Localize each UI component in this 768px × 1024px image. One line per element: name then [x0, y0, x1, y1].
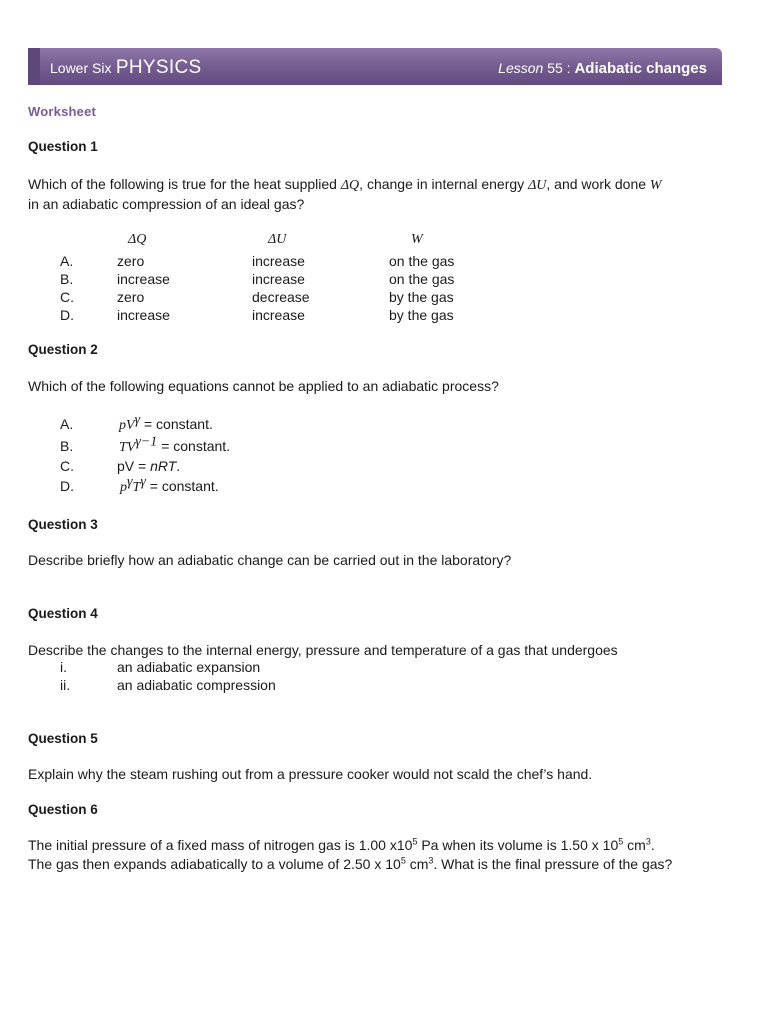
- option-w: on the gas: [389, 253, 455, 269]
- col-header-du: ΔU: [268, 232, 287, 247]
- option-expression: [119, 412, 213, 434]
- option-letter: C.: [60, 458, 74, 474]
- q6-text-part: Pa when its volume is 1.50 x 10: [417, 837, 619, 853]
- item-text: an adiabatic compression: [117, 677, 276, 693]
- question-6-line2: [28, 855, 672, 874]
- expr-rest: = constant.: [140, 416, 213, 432]
- item-number: i.: [60, 659, 67, 675]
- q6-text-part: cm: [623, 837, 646, 853]
- option-du: increase: [252, 271, 305, 287]
- expr-base: T: [132, 480, 141, 495]
- option-w: on the gas: [389, 271, 455, 287]
- expr-base: TV: [119, 440, 136, 455]
- exponent: 5: [618, 836, 624, 847]
- question-1-text-line1: [28, 175, 662, 195]
- col-header-w: W: [411, 232, 423, 247]
- lesson-title-block: [498, 60, 707, 77]
- exponent: 3: [645, 836, 651, 847]
- expr-sup: γ: [127, 474, 133, 490]
- question-1-text-line2: in an adiabatic compression of an ideal gas?: [28, 196, 305, 212]
- option-dq: increase: [117, 307, 170, 323]
- col-header-dq: ΔQ: [128, 232, 147, 247]
- question-2-text: Which of the following equations cannot be applied to an adiabatic process?: [28, 378, 499, 394]
- item-number: ii.: [60, 677, 71, 693]
- option-letter: A.: [60, 416, 74, 432]
- expr-sup: γ: [140, 474, 146, 490]
- exponent: 3: [428, 855, 434, 866]
- question-1-heading: Question 1: [28, 139, 98, 154]
- option-expression: [119, 434, 231, 456]
- option-du: increase: [252, 253, 305, 269]
- w-symbol: W: [649, 178, 662, 193]
- lesson-title: Adiabatic changes: [574, 60, 707, 77]
- lesson-number: 55: [547, 60, 563, 76]
- lesson-word: Lesson: [498, 60, 544, 76]
- question-5-heading: Question 5: [28, 731, 98, 746]
- course-title: [50, 57, 201, 79]
- question-3-heading: Question 3: [28, 517, 98, 532]
- question-3-text: Describe briefly how an adiabatic change can be carried out in the laboratory?: [28, 552, 512, 568]
- expr-italic: nRT: [150, 458, 177, 474]
- option-w: by the gas: [389, 307, 454, 323]
- option-letter: B.: [60, 271, 74, 287]
- option-expression: [120, 474, 219, 496]
- question-6-heading: Question 6: [28, 802, 98, 817]
- option-du: increase: [252, 307, 305, 323]
- option-letter: D.: [60, 307, 74, 323]
- expr-rest: = constant.: [145, 478, 219, 494]
- option-du: decrease: [252, 289, 310, 305]
- question-4-heading: Question 4: [28, 606, 98, 621]
- question-2-heading: Question 2: [28, 342, 98, 357]
- option-dq: zero: [117, 253, 145, 269]
- lesson-separator: :: [566, 60, 571, 76]
- q1-text-part: Which of the following is true for the heat supplied: [28, 176, 337, 192]
- expr-base: pV =: [117, 458, 151, 474]
- delta-u-symbol: ΔU: [528, 178, 547, 193]
- q6-text-part: The initial pressure of a fixed mass of nitrogen gas is 1.00 x10: [28, 837, 413, 853]
- question-6-line1: [28, 836, 655, 855]
- option-letter: C.: [60, 289, 74, 305]
- option-letter: B.: [60, 438, 74, 454]
- option-dq: zero: [117, 289, 145, 305]
- expr-rest: .: [176, 458, 181, 474]
- expr-base: pV: [119, 418, 135, 433]
- question-4-text: Describe the changes to the internal energy, pressure and temperature of a gas that undergoes: [28, 642, 618, 658]
- expr-sup: γ−1: [135, 434, 158, 450]
- q1-text-part: , change in internal energy: [359, 176, 525, 192]
- item-text: an adiabatic expansion: [117, 659, 261, 675]
- q6-text-part: .: [650, 837, 655, 853]
- q6-text-part: cm: [405, 856, 429, 872]
- q1-text-part: , and work done: [546, 176, 647, 192]
- q6-text-part: The gas then expands adiabatically to a volume of 2.50 x 10: [28, 856, 401, 872]
- course-prefix: Lower Six: [50, 60, 112, 76]
- option-w: by the gas: [389, 289, 454, 305]
- worksheet-label: Worksheet: [28, 104, 97, 119]
- question-5-text: Explain why the steam rushing out from a pressure cooker would not scald the chef’s hand.: [28, 766, 593, 782]
- expr-base: p: [120, 480, 127, 495]
- exponent: 5: [412, 836, 418, 847]
- delta-q-symbol: ΔQ: [340, 178, 360, 193]
- expr-rest: = constant.: [157, 438, 231, 454]
- option-expression: [117, 458, 180, 474]
- option-letter: D.: [60, 478, 74, 494]
- course-name: PHYSICS: [115, 57, 202, 78]
- option-letter: A.: [60, 253, 74, 269]
- q6-text-part: . What is the final pressure of the gas?: [433, 856, 673, 872]
- exponent: 5: [400, 855, 406, 866]
- option-dq: increase: [117, 271, 170, 287]
- expr-sup: γ: [134, 412, 141, 428]
